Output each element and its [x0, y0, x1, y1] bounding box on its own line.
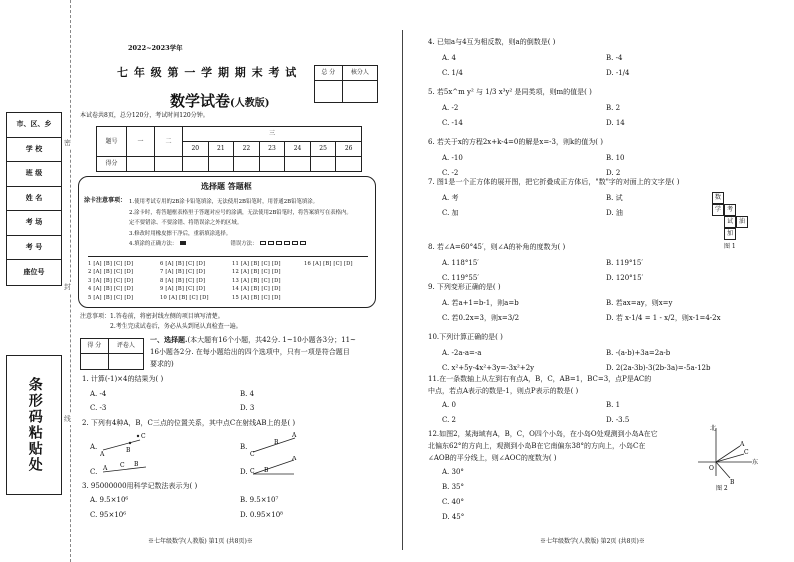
q4-option-a[interactable]: A. 4	[442, 54, 456, 62]
q8-option-a[interactable]: A. 118°15′	[442, 259, 479, 267]
figure-2-caption: 图 2	[716, 485, 728, 492]
q12-option-c[interactable]: C. 40°	[442, 498, 464, 506]
field-name: 姓 名	[7, 187, 61, 212]
bubble-group[interactable]: 8 [A] [B] [C] [D]	[160, 277, 206, 284]
q2-option-a[interactable]: A.	[90, 443, 98, 451]
q5-option-c[interactable]: C. -14	[442, 119, 463, 127]
section1-desc-1	[150, 336, 356, 345]
question-11: 11.在一条数轴上从左到右有点A，B，C，AB=1，BC=3，点P是AC的中点，若点A表示的数是-1，则点P表示的数是( )	[428, 375, 652, 395]
bubble-row	[88, 285, 368, 293]
correct-method-label: 4.填涂的正确方法：	[129, 241, 178, 247]
q9-option-b[interactable]: B. 若ax=ay，则x=y	[606, 299, 673, 307]
score-cell[interactable]	[310, 157, 336, 172]
question-10: 10.下列计算正确的是( )	[428, 333, 503, 341]
q12-option-b[interactable]: B. 35°	[442, 483, 465, 491]
q3-option-c[interactable]: C. 95×10⁶	[90, 511, 127, 519]
q6-option-b[interactable]: B. 10	[606, 154, 625, 162]
point-label: C	[120, 462, 125, 469]
answer-card-note: 1.使用考试专用的2B涂卡铅笔填涂，无法使用2B铅笔时，用普通2B铅笔填涂。	[129, 199, 319, 205]
q10-option-d[interactable]: D. 2(2a-3b)-3(2b-3a)=-5a-12b	[606, 364, 711, 372]
checker-cell[interactable]	[342, 81, 377, 103]
notes-line-1: 注意事项：1.答卷前，将密封线左侧的项目填写清楚。	[80, 313, 224, 320]
q3-option-b[interactable]: B. 9.5×10⁷	[240, 496, 279, 504]
point-label: A	[292, 432, 297, 439]
cut-mark-3: 线	[64, 415, 71, 423]
q6-option-a[interactable]: A. -10	[442, 154, 463, 162]
section1-grader-label: 评卷人	[108, 339, 143, 354]
q4-option-b[interactable]: B. -4	[606, 54, 623, 62]
barcode-area	[6, 355, 62, 495]
q11-option-c[interactable]: C. 2	[442, 416, 457, 424]
total-score-cell[interactable]	[315, 81, 343, 103]
q6-option-c[interactable]: C. -2	[442, 169, 459, 177]
section1-score-box	[80, 338, 144, 370]
answer-card-note: 定不要错涂、不要涂错、将错误涂之外的区域。	[129, 220, 243, 226]
school-year: 2022~2023学年	[128, 44, 183, 52]
bubble-group[interactable]: 11 [A] [B] [C] [D]	[232, 261, 281, 267]
wrong-mark-icon	[268, 241, 274, 245]
field-school: 学 校	[7, 138, 61, 163]
point-label: A	[292, 456, 297, 462]
point-o-label: O	[709, 465, 714, 472]
page-divider	[402, 30, 403, 550]
q11-option-a[interactable]: A. 0	[442, 401, 456, 409]
score-table-q24: 24	[285, 142, 311, 157]
score-cell[interactable]	[234, 157, 260, 172]
question-2: 2. 下列有4种A，B，C三点的位置关系，其中点C在射线AB上的是( )	[82, 419, 296, 427]
point-marker	[129, 442, 131, 444]
q1-option-b[interactable]: B. 4	[240, 390, 255, 398]
q6-option-d[interactable]: D. 2	[606, 169, 621, 177]
bubble-group[interactable]: 14 [A] [B] [C] [D]	[232, 286, 281, 293]
answer-card-title: 选择题 答题框	[201, 181, 252, 191]
point-label: C	[250, 451, 255, 456]
q1-option-c[interactable]: C. -3	[90, 404, 107, 412]
score-cell[interactable]	[155, 157, 183, 172]
question-3: 3. 95000000用科学记数法表示为( )	[82, 482, 198, 490]
score-cell[interactable]	[336, 157, 362, 172]
ray-line	[253, 460, 294, 474]
point-label: C	[250, 468, 255, 475]
answer-card-separator	[88, 256, 368, 257]
net-cell: 试	[724, 216, 736, 228]
score-table-q21: 21	[208, 142, 234, 157]
section1-grader-cell[interactable]	[108, 354, 143, 370]
ray-oa	[716, 446, 740, 462]
section1-score-label: 得 分	[81, 339, 109, 354]
bubble-row	[88, 268, 368, 276]
q3-option-d[interactable]: D. 0.95×10⁸	[240, 511, 283, 519]
point-marker	[137, 435, 139, 437]
bubble-group[interactable]: 9 [A] [B] [C] [D]	[160, 286, 206, 293]
bubble-group[interactable]: 16 [A] [B] [C] [D]	[304, 261, 353, 267]
answer-card-note: 3.修改时用橡皮擦干净后，重新填涂选择。	[129, 230, 232, 237]
bubble-group[interactable]: 7 [A] [B] [C] [D]	[160, 269, 206, 276]
net-cell: 学	[712, 204, 724, 216]
score-table-head: 题号	[97, 127, 127, 157]
net-cell: 考	[724, 204, 736, 216]
cut-mark-1: 密	[64, 139, 71, 147]
question-9: 9. 下列变形正确的是( )	[428, 283, 501, 291]
score-table-part2: 二	[155, 127, 183, 157]
total-score-box	[314, 65, 378, 103]
point-label: B	[134, 461, 139, 468]
score-table-q25: 25	[310, 142, 336, 157]
score-table-q26: 26	[336, 142, 362, 157]
q9-option-a[interactable]: A. 若a+1=b-1，则a=b	[442, 299, 519, 307]
score-cell[interactable]	[127, 157, 155, 172]
wrong-mark-icon	[284, 241, 290, 245]
bubble-grid	[88, 260, 368, 302]
wrong-mark-icon	[276, 241, 282, 245]
q3-option-a[interactable]: A. 9.5×10⁶	[90, 496, 129, 504]
bubble-group[interactable]: 3 [A] [B] [C] [D]	[88, 277, 134, 284]
q1-option-d[interactable]: D. 3	[240, 404, 255, 412]
score-table-q22: 22	[234, 142, 260, 157]
net-cell: 油	[736, 216, 748, 228]
bubble-group[interactable]: 5 [A] [B] [C] [D]	[88, 294, 134, 301]
q4-option-d[interactable]: D. -1/4	[606, 69, 630, 77]
wrong-mark-icon	[260, 241, 266, 245]
bubble-row	[88, 277, 368, 285]
answer-card-notes	[129, 197, 352, 250]
q5-option-b[interactable]: B. 2	[606, 104, 621, 112]
fill-method-line	[129, 239, 352, 250]
correct-mark-icon	[180, 241, 186, 245]
bubble-group[interactable]: 2 [A] [B] [C] [D]	[88, 269, 134, 276]
section1-title: 一、选择题.	[150, 335, 188, 344]
student-info-box	[6, 112, 62, 286]
q10-option-c[interactable]: C. x²+5y-4x²+3y=-3x²+2y	[442, 364, 535, 372]
score-cell[interactable]	[208, 157, 234, 172]
q4-option-c[interactable]: C. 1/4	[442, 69, 463, 77]
q10-option-a[interactable]: A. -2a-a=-a	[442, 349, 482, 357]
net-cell: 数	[712, 192, 724, 204]
figure-1-caption: 图 1	[724, 243, 736, 250]
wrong-mark-icon	[292, 241, 298, 245]
field-region: 市、区、乡	[7, 113, 61, 138]
subject-edition: (人教版)	[230, 98, 270, 109]
seal-line	[70, 0, 71, 562]
score-cell[interactable]	[183, 157, 209, 172]
bubble-group[interactable]: 6 [A] [B] [C] [D]	[160, 261, 206, 267]
section1-score-cell[interactable]	[81, 354, 109, 370]
point-label: A	[100, 451, 105, 456]
field-seat: 座位号	[23, 266, 45, 276]
score-cell[interactable]	[259, 157, 285, 172]
q2-option-d[interactable]: D.	[240, 468, 248, 476]
score-cell[interactable]	[285, 157, 311, 172]
q2-figure-c	[100, 458, 150, 478]
ray-oc	[716, 454, 744, 462]
q2-option-b[interactable]: B.	[240, 443, 248, 451]
q8-option-b[interactable]: B. 119°15′	[606, 259, 643, 267]
score-table-part3: 三	[183, 127, 362, 142]
bubble-group[interactable]: 15 [A] [B] [C] [D]	[232, 294, 281, 301]
field-class: 班 级	[7, 162, 61, 187]
bubble-group[interactable]: 10 [A] [B] [C] [D]	[160, 294, 209, 301]
q10-option-b[interactable]: B. -(a-b)+3a=2a-b	[606, 349, 671, 357]
point-c-label: C	[744, 449, 749, 456]
answer-card-note: 2.涂卡时，将答题框表格里于答题对应号的涂满，无法使用2B铅笔时，将答案填写在表格内。	[129, 209, 352, 216]
bubble-group[interactable]: 1 [A] [B] [C] [D]	[88, 261, 134, 267]
question-1: 1. 计算(-1)×4的结果为( )	[82, 375, 164, 383]
q11-option-b[interactable]: B. 1	[606, 401, 621, 409]
score-table-score-label: 得分	[97, 157, 127, 172]
section1-desc-2: 16小题各2分. 在每小题给出的四个选项中，只有一项是符合题目	[150, 348, 350, 356]
question-6: 6. 若关于x的方程2x+k-4=0的解是x=-3，则k的值为( )	[428, 138, 603, 146]
question-7: 7. 图1是一个正方体的展开图，把它折叠成正方体后，"数"字的对面上的文字是( )	[428, 178, 680, 186]
point-label: C	[141, 433, 146, 440]
q9-option-d[interactable]: D. 若 x-1/4 = 1 - x/2，则x-1=4-2x	[606, 314, 721, 322]
point-label: B	[274, 439, 279, 446]
wrong-method-label: 错误方法：	[230, 241, 258, 247]
exam-title: 七 年 级 第 一 学 期 期 末 考 试	[117, 66, 298, 79]
q2-figure-b	[250, 432, 300, 456]
q7-option-a[interactable]: A. 考	[442, 194, 459, 202]
question-5: 5. 若5x^m y² 与 1/3 x³y² 是同类项，则m的值是( )	[428, 88, 592, 96]
total-score-label: 总 分	[315, 66, 343, 81]
point-a-label: A	[740, 441, 745, 448]
question-8: 8. 若∠A=60°45′，则∠A的补角的度数为( )	[428, 243, 566, 251]
point-label: B	[126, 447, 131, 454]
bubble-row	[88, 260, 368, 268]
q2-figure-a	[100, 432, 150, 456]
field-number: 考 号	[7, 236, 61, 261]
bubble-group[interactable]: 12 [A] [B] [C] [D]	[232, 269, 281, 276]
binding-strip	[0, 0, 80, 562]
q7-option-b[interactable]: B. 试	[606, 194, 623, 202]
subject-title	[170, 92, 269, 111]
notes-line-2: 2.考生完成试卷后，务必从头到尾认真检查一遍。	[110, 323, 242, 330]
ray-line	[103, 440, 140, 450]
q2-option-c[interactable]: C.	[90, 468, 98, 476]
point-b-label: B	[730, 479, 735, 486]
bubble-row	[88, 294, 368, 302]
q5-option-d[interactable]: D. 14	[606, 119, 625, 127]
q5-option-a[interactable]: A. -2	[442, 104, 459, 112]
q8-option-d[interactable]: D. 120°15′	[606, 274, 644, 282]
barcode-label: 条形码粘贴处	[26, 377, 43, 473]
q1-option-a[interactable]: A. -4	[90, 390, 107, 398]
section1-desc-3: 要求的)	[150, 360, 174, 368]
subject-name: 数学试卷	[170, 92, 231, 110]
cut-mark-2: 封	[64, 283, 71, 291]
wrong-mark-icon	[300, 241, 306, 245]
point-label: B	[264, 467, 269, 474]
q9-option-c[interactable]: C. 若0.2x=3，则x=3/2	[442, 314, 520, 322]
point-label: A	[103, 465, 108, 472]
q2-figure-d	[250, 456, 300, 478]
figure-2-compass	[696, 424, 760, 492]
question-12: 12.如图2，某海域有A，B，C，O四个小岛，在小岛O处观测到小岛A在它北偏东62°的方向上，观测到小岛B在它南偏东38°的方向上，小岛C在∠AOB的平分线上，则∠AOC的度数为( )	[428, 430, 658, 462]
east-label: 东	[752, 459, 759, 466]
score-table	[96, 126, 362, 172]
bubble-group[interactable]: 4 [A] [B] [C] [D]	[88, 286, 134, 293]
q12-option-a[interactable]: A. 30°	[442, 468, 464, 476]
q8-option-c[interactable]: C. 119°55′	[442, 274, 479, 282]
q7-option-c[interactable]: C. 加	[442, 209, 459, 217]
question-4: 4. 已知a与4互为相反数，则a的倒数是( )	[428, 38, 556, 46]
bubble-group[interactable]: 13 [A] [B] [C] [D]	[232, 277, 281, 284]
exam-info: 本试卷共8页，总分120分，考试时间120分钟。	[80, 112, 209, 119]
north-label: 北	[710, 425, 717, 432]
footer-left: ※七年级数学(人教版) 第1页 (共8页)※	[148, 538, 253, 545]
score-table-q20: 20	[183, 142, 209, 157]
checker-label: 核分人	[342, 66, 377, 81]
q12-option-d[interactable]: D. 45°	[442, 513, 465, 521]
ray-ob	[716, 462, 730, 478]
score-table-part1: 一	[127, 127, 155, 157]
q7-option-d[interactable]: D. 油	[606, 209, 623, 217]
q11-option-d[interactable]: D. -3.5	[606, 416, 630, 424]
footer-right: ※七年级数学(人教版) 第2页 (共8页)※	[540, 538, 645, 545]
answer-card-notice-label: 涂卡注意事项：	[84, 197, 127, 204]
section1-desc: (本大题有16个小题，共42分. 1~10小题各3分；11~	[187, 336, 356, 344]
score-table-q23: 23	[259, 142, 285, 157]
net-cell: 加	[724, 228, 736, 240]
field-room: 考 场	[7, 211, 61, 236]
